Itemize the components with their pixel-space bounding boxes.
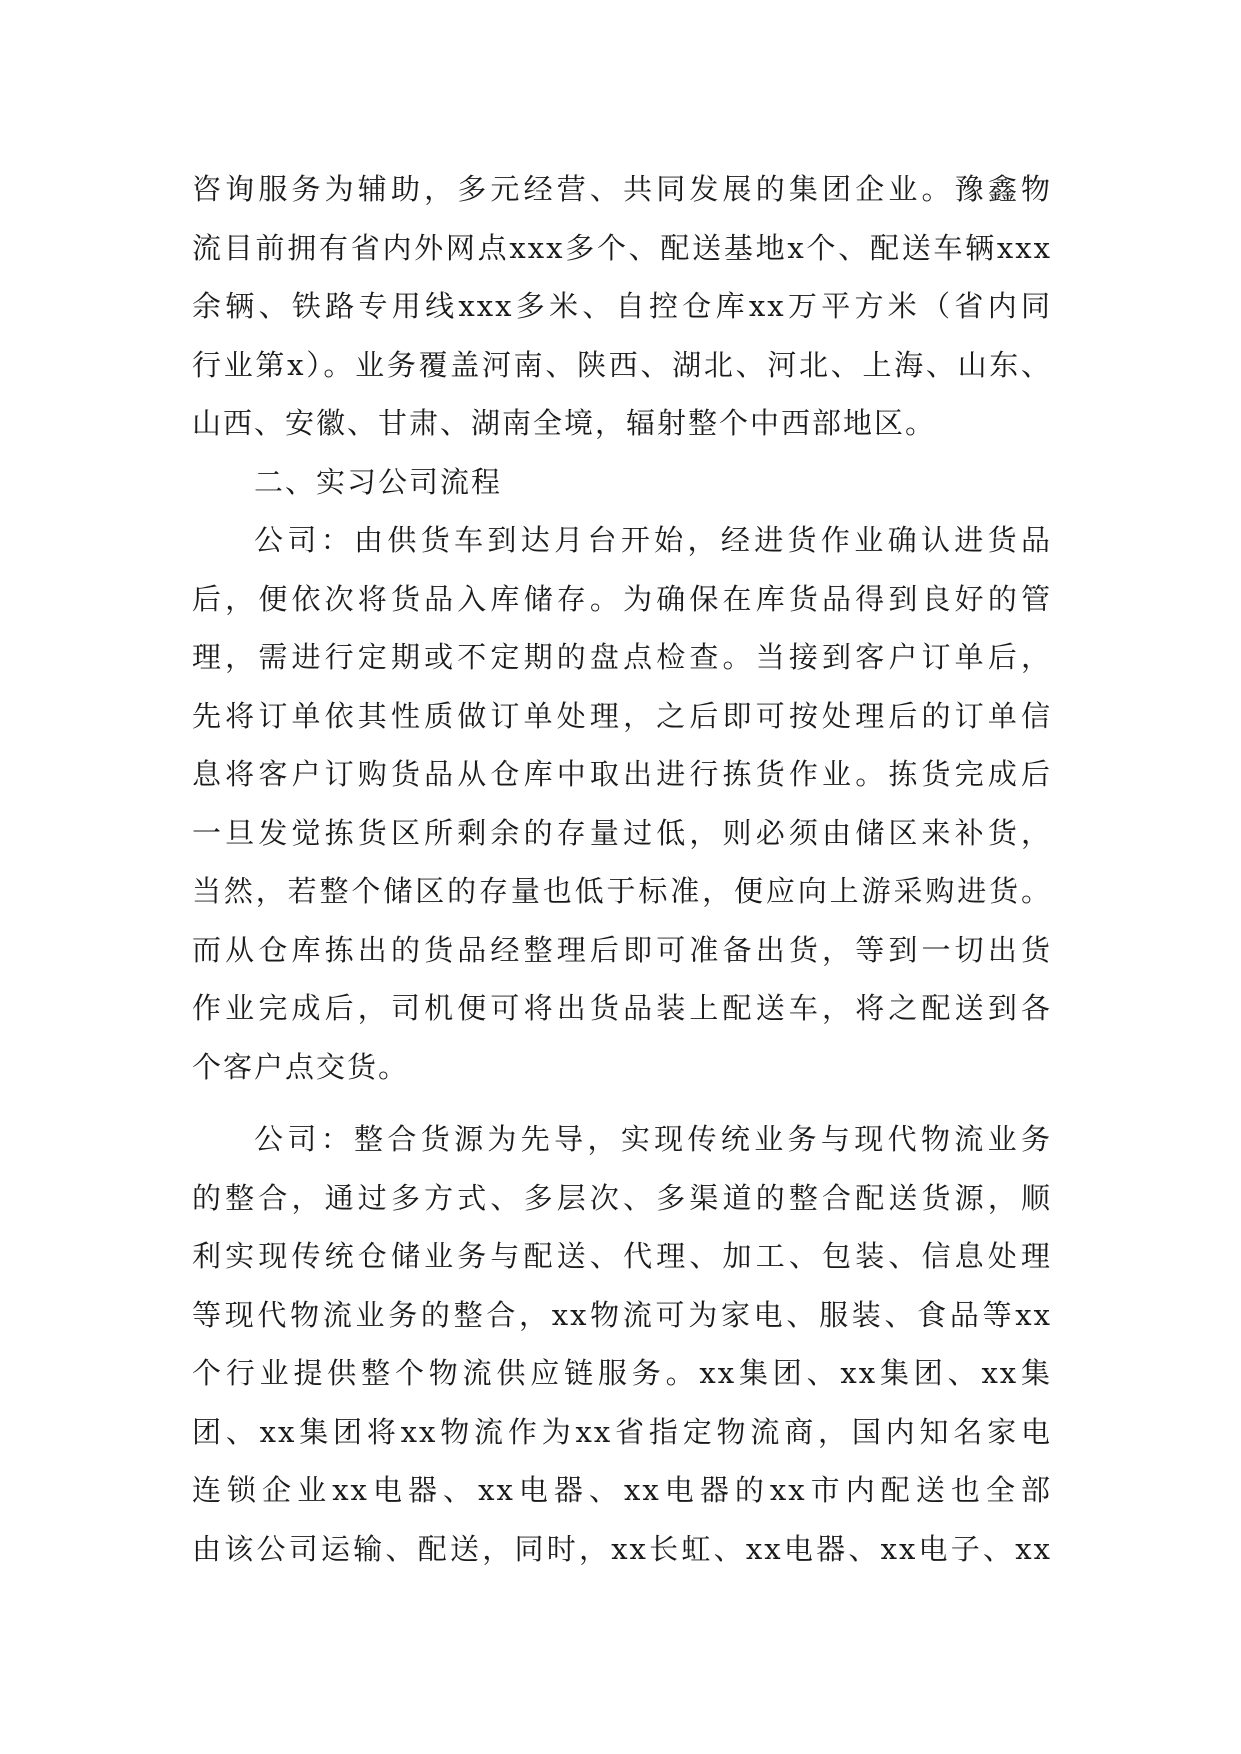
paragraph-line: 咨询服务为辅助，多元经营、共同发展的集团企业。豫鑫物 — [192, 172, 1052, 206]
paragraph-line: 山西、安徽、甘肃、湖南全境，辐射整个中西部地区。 — [192, 406, 937, 440]
document-body — [192, 160, 1052, 1578]
paragraph-line: 行业第x）。业务覆盖河南、陕西、湖北、河北、上海、山东、 — [192, 347, 1052, 382]
paragraph-line: 流目前拥有省内外网点xxx多个、配送基地x个、配送车辆xxx — [192, 230, 1052, 265]
paragraph-line: 由该公司运输、配送，同时，xx长虹、xx电器、xx电子、xx — [192, 1531, 1052, 1566]
paragraph-2 — [192, 511, 1052, 1096]
paragraph-line: 当然，若整个储区的存量也低于标准，便应向上游采购进货。 — [192, 874, 1052, 908]
paragraph-1 — [192, 160, 1052, 453]
paragraph-line: 余辆、铁路专用线xxx多米、自控仓库xx万平方米（省内同 — [192, 289, 1052, 323]
paragraph-line: 的整合，通过多方式、多层次、多渠道的整合配送货源，顺 — [192, 1180, 1052, 1215]
section-heading: 二、实习公司流程 — [254, 464, 503, 499]
paragraph-line: 一旦发觉拣货区所剩余的存量过低，则必须由储区来补货， — [192, 815, 1052, 850]
paragraph-line: 个行业提供整个物流供应链服务。xx集团、xx集团、xx集 — [192, 1356, 1052, 1390]
paragraph-line: 个客户点交货。 — [192, 1049, 410, 1084]
paragraph-line: 后，便依次将货品入库储存。为确保在库货品得到良好的管 — [192, 581, 1052, 616]
paragraph-line: 连锁企业xx电器、xx电器、xx电器的xx市内配送也全部 — [192, 1473, 1052, 1507]
paragraph-line: 先将订单依其性质做订单处理，之后即可按处理后的订单信 — [192, 698, 1052, 733]
paragraph-line: 等现代物流业务的整合，xx物流可为家电、服装、食品等xx — [192, 1297, 1052, 1332]
paragraph-line: 团、xx集团将xx物流作为xx省指定物流商，国内知名家电 — [192, 1414, 1052, 1449]
paragraph-line: 息将客户订购货品从仓库中取出进行拣货作业。拣货完成后 — [192, 757, 1052, 791]
paragraph-3 — [192, 1110, 1052, 1578]
paragraph-line: 理，需进行定期或不定期的盘点检查。当接到客户订单后， — [192, 640, 1052, 674]
paragraph-line: 公司：整合货源为先导，实现传统业务与现代物流业务 — [254, 1122, 1052, 1156]
paragraph-line: 作业完成后，司机便可将出货品装上配送车，将之配送到各 — [192, 991, 1052, 1025]
paragraph-gap — [192, 1096, 1052, 1110]
paragraph-line: 公司：由供货车到达月台开始，经进货作业确认进货品 — [254, 523, 1052, 557]
paragraph-line: 利实现传统仓储业务与配送、代理、加工、包装、信息处理 — [192, 1239, 1052, 1273]
paragraph-line: 而从仓库拣出的货品经整理后即可准备出货，等到一切出货 — [192, 932, 1052, 967]
